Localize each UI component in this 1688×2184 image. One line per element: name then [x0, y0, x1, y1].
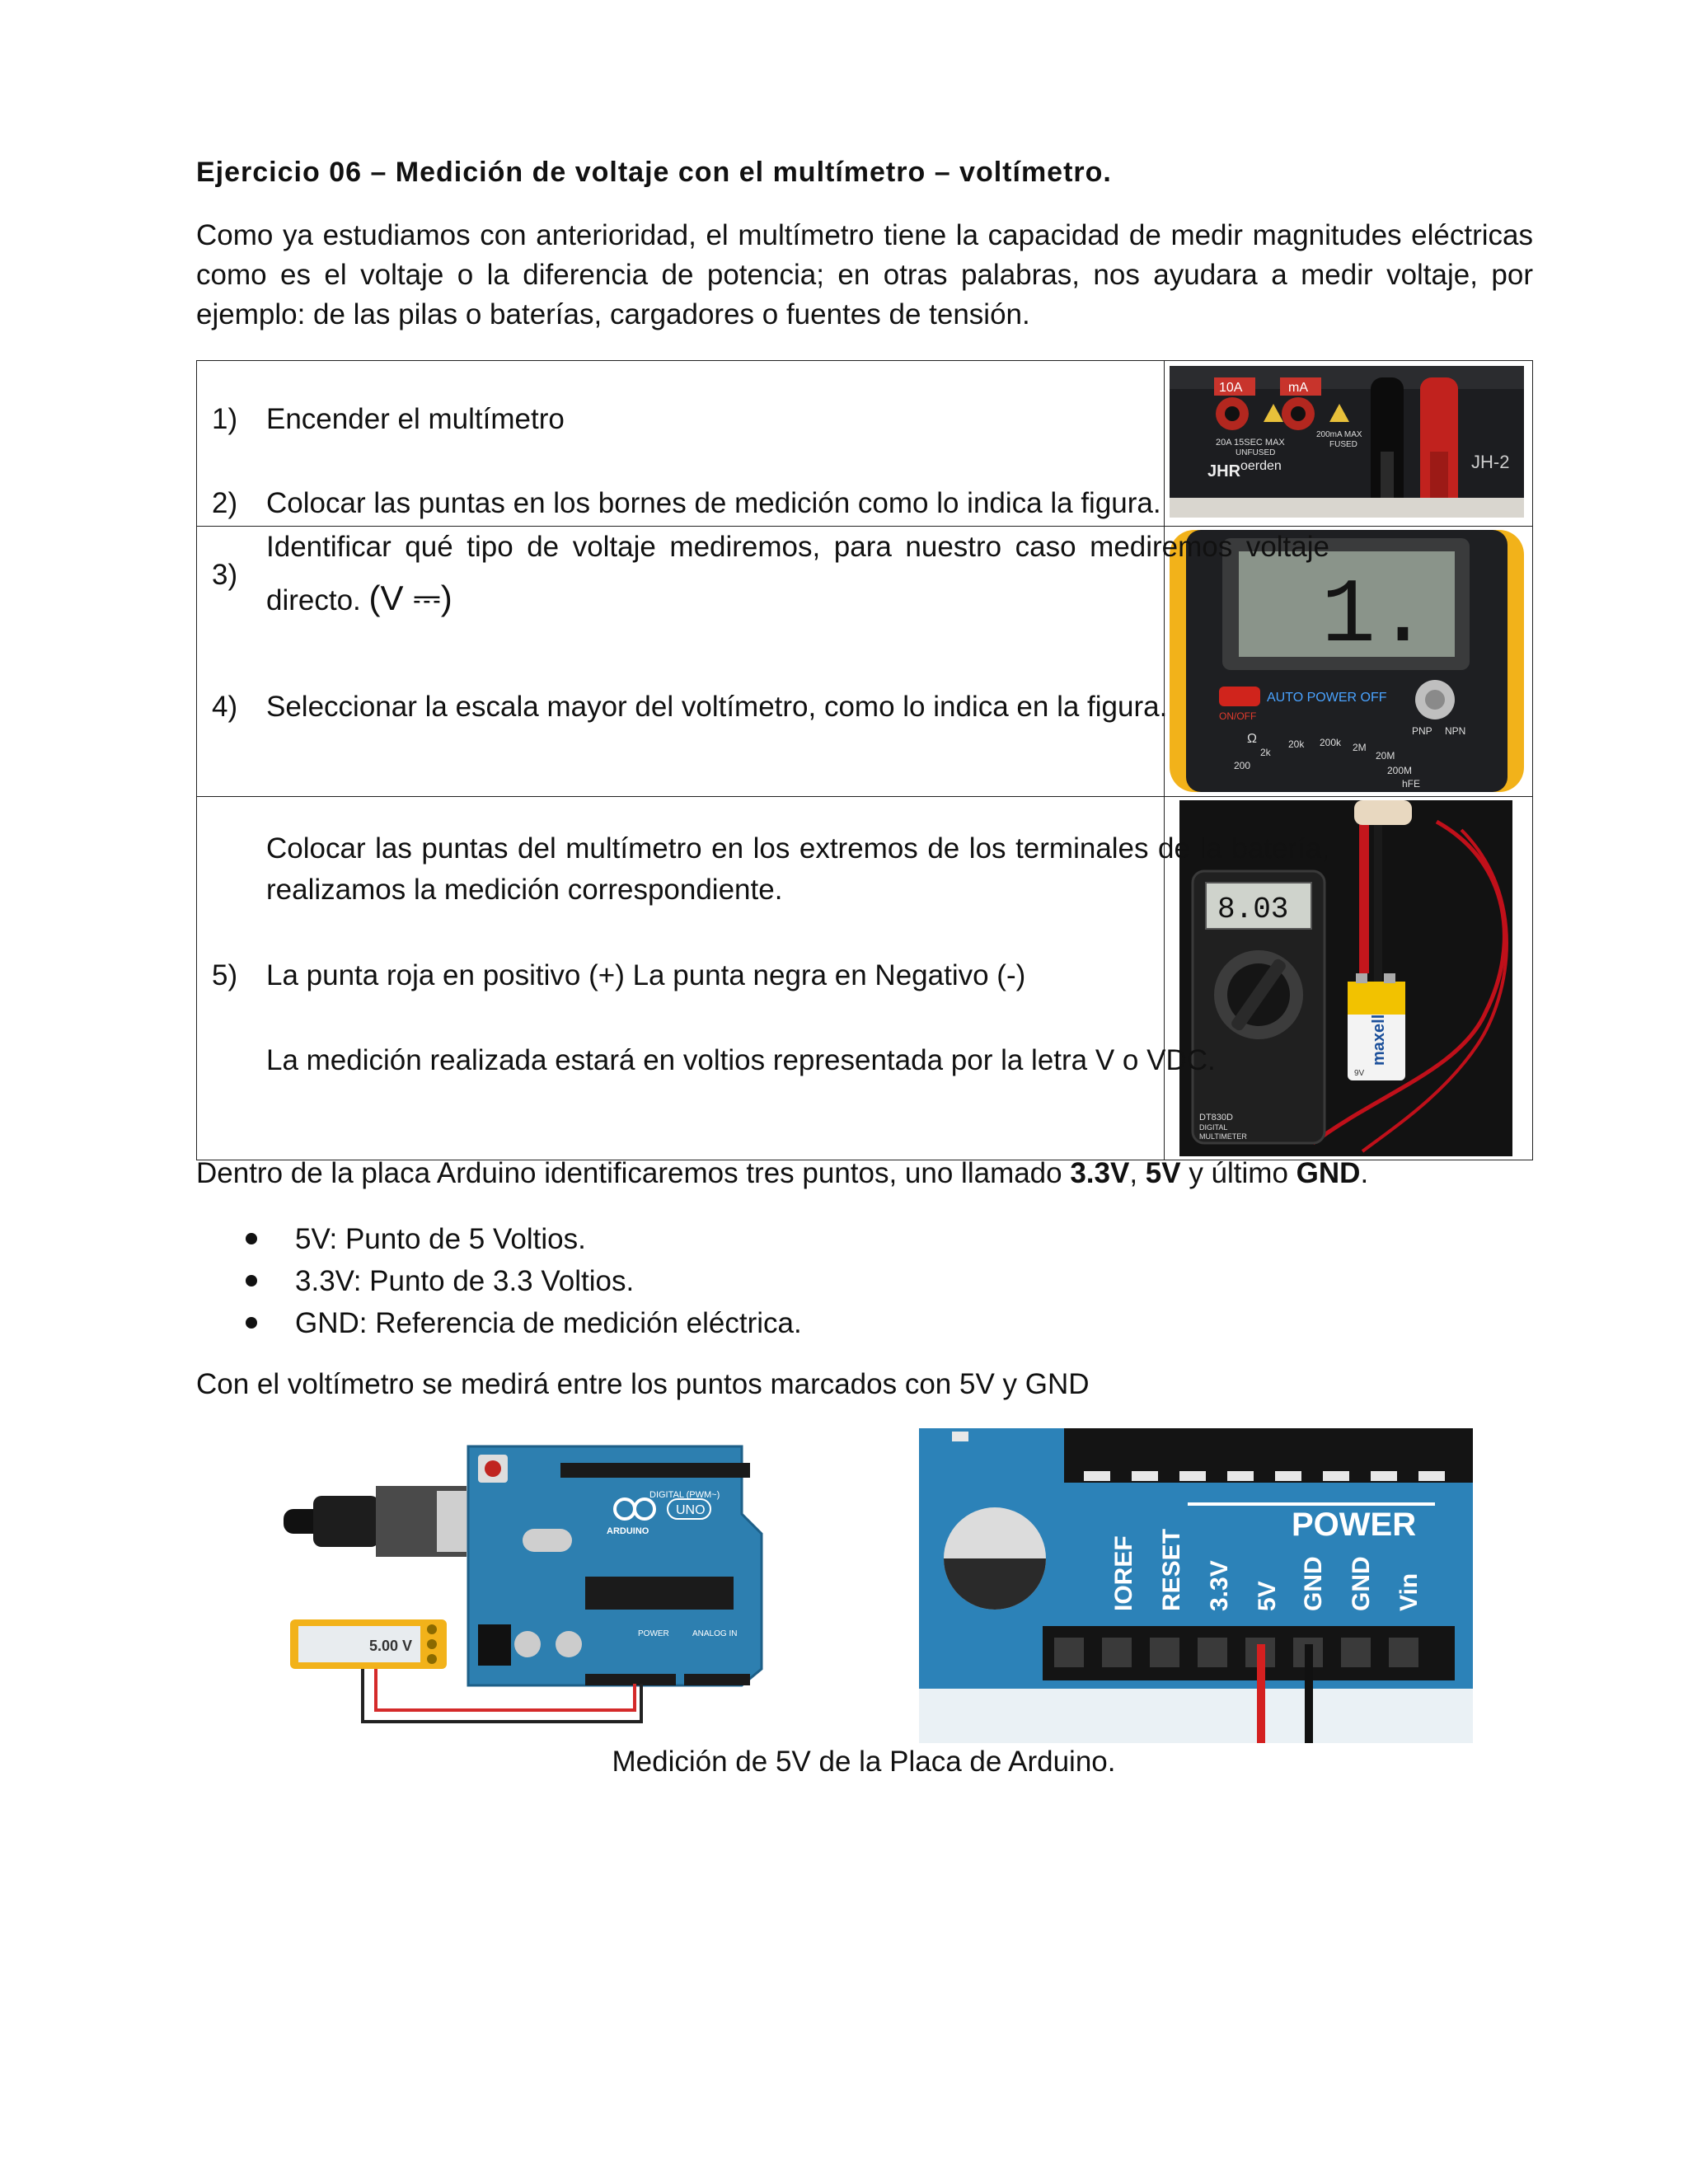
dt830d-label-2: DIGITAL	[1199, 1123, 1228, 1132]
power-header-label: POWER	[638, 1629, 669, 1638]
battery-voltage-label: 9V	[1354, 1069, 1365, 1078]
step-2-text: Colocar las puntas en los bornes de medición como lo indica la figura.	[266, 487, 1161, 519]
ohm-label: Ω	[1247, 732, 1257, 746]
arduino-circuit-figure	[280, 1438, 775, 1735]
range-200: 200	[1234, 760, 1251, 771]
hfe-label: hFE	[1402, 778, 1421, 790]
npn-label: NPN	[1445, 725, 1466, 737]
range-2m: 2M	[1353, 742, 1367, 753]
point-3v3: 3.3V	[1070, 1157, 1130, 1189]
step-3-text: Identificar qué tipo de voltaje mediremos, para nuestro caso mediremos voltaje directo.	[266, 531, 1329, 616]
power-header-closeup	[919, 1428, 1473, 1743]
battery-brand-label: maxell	[1370, 1014, 1388, 1066]
step-1-text: Encender el multímetro	[266, 403, 565, 435]
digital-pins-label: DIGITAL (PWM~)	[649, 1490, 720, 1500]
dial-lcd-reading: 1.	[1321, 565, 1431, 668]
step-1-number: 1)	[212, 403, 238, 435]
dt830d-label-3: MULTIMETER	[1199, 1132, 1247, 1141]
steps-table	[196, 360, 1533, 1160]
pin-label-3v3: 3.3V	[1206, 1560, 1233, 1611]
steps-1-2-text	[197, 361, 1165, 527]
brand-logo-2: oerden	[1240, 459, 1282, 473]
power-title: POWER	[1292, 1507, 1417, 1543]
step-2-number: 2)	[212, 487, 238, 519]
arduino-intro-sep2: y último	[1180, 1157, 1296, 1189]
jack-ma-label: mA	[1288, 381, 1308, 395]
uno-label: UNO	[676, 1503, 706, 1517]
arduino-intro	[196, 1157, 1368, 1190]
arduino-intro-prefix: Dentro de la placa Arduino identificaremos tres puntos, uno llamado	[196, 1157, 1071, 1189]
auto-power-off-label: AUTO POWER OFF	[1267, 691, 1387, 705]
fuse-note-2b: FUSED	[1329, 440, 1357, 449]
range-200m: 200M	[1387, 765, 1413, 776]
step-5-text-a: Colocar las puntas del multímetro en los extremos de los terminales de la batería, realizamos la medición correspondiente.	[266, 832, 1329, 906]
fuse-note-1b: UNFUSED	[1236, 448, 1276, 457]
arduino-intro-sep1: ,	[1129, 1157, 1146, 1189]
step-4-number: 4)	[212, 691, 238, 723]
range-20k: 20k	[1288, 738, 1305, 750]
fuse-note-2: 200mA MAX	[1316, 430, 1362, 439]
intro-paragraph: Como ya estudiamos con anterioridad, el multímetro tiene la capacidad de medir magnitudes eléctricas como es el voltaje o la diferencia de potencia; en otras palabras, nos ayudara a medir voltaje, por ejemplo: de las pilas o baterías, cargadores o fuentes de tensión.	[196, 219, 1533, 330]
pin-label-gnd-1: GND	[1300, 1556, 1327, 1611]
list-item: GND: Referencia de medición eléctrica.	[196, 1302, 802, 1344]
dc-voltage-symbol: (V ⎓)	[368, 579, 452, 617]
pin-label-ioref: IOREF	[1110, 1535, 1137, 1611]
point-gnd: GND	[1296, 1157, 1361, 1189]
brand-logo: JHR	[1207, 462, 1241, 480]
dt830d-label: DT830D	[1199, 1113, 1233, 1122]
list-item: 5V: Punto de 5 Voltios.	[196, 1218, 802, 1260]
list-item: 3.3V: Punto de 3.3 Voltios.	[196, 1260, 802, 1302]
step-5-text-c: La medición realizada estará en voltios representada por la letra V o VDC.	[266, 1044, 1216, 1076]
step-4-text: Seleccionar la escala mayor del voltímetro, como lo indica en la figura.	[266, 691, 1168, 723]
range-2k: 2k	[1260, 747, 1271, 758]
measure-text: Con el voltímetro se medirá entre los puntos marcados con 5V y GND	[196, 1368, 1090, 1400]
point-5v: 5V	[1145, 1157, 1181, 1189]
meter-reading: 5.00 V	[369, 1638, 413, 1654]
fuse-note-1: 20A 15SEC MAX	[1216, 438, 1285, 448]
arduino-intro-suffix: .	[1360, 1157, 1369, 1189]
analog-header-label: ANALOG IN	[692, 1629, 738, 1638]
range-200k: 200k	[1320, 737, 1342, 748]
figure-caption: Medición de 5V de la Placa de Arduino.	[612, 1746, 1116, 1778]
pin-label-gnd-2: GND	[1348, 1556, 1375, 1611]
step-5-number: 5)	[212, 959, 238, 991]
battery-lcd-reading: 8.03	[1217, 893, 1289, 926]
pnp-label: PNP	[1412, 725, 1432, 737]
model-label: JH-2	[1471, 452, 1510, 472]
step-3-block	[266, 522, 1329, 626]
jack-10a-label: 10A	[1219, 381, 1243, 395]
exercise-title: Ejercicio 06 – Medición de voltaje con el multímetro – voltímetro.	[196, 157, 1112, 188]
step-5-text-b: La punta roja en positivo (+) La punta negra en Negativo (-)	[266, 959, 1026, 991]
range-20m: 20M	[1376, 750, 1395, 762]
points-list	[196, 1218, 802, 1344]
step-3-number: 3)	[212, 559, 238, 591]
arduino-label: ARDUINO	[607, 1526, 649, 1536]
pin-label-5v: 5V	[1254, 1581, 1281, 1611]
onoff-label: ON/OFF	[1219, 710, 1257, 722]
pin-label-reset: RESET	[1158, 1528, 1185, 1611]
pin-label-vin: Vin	[1395, 1572, 1423, 1611]
